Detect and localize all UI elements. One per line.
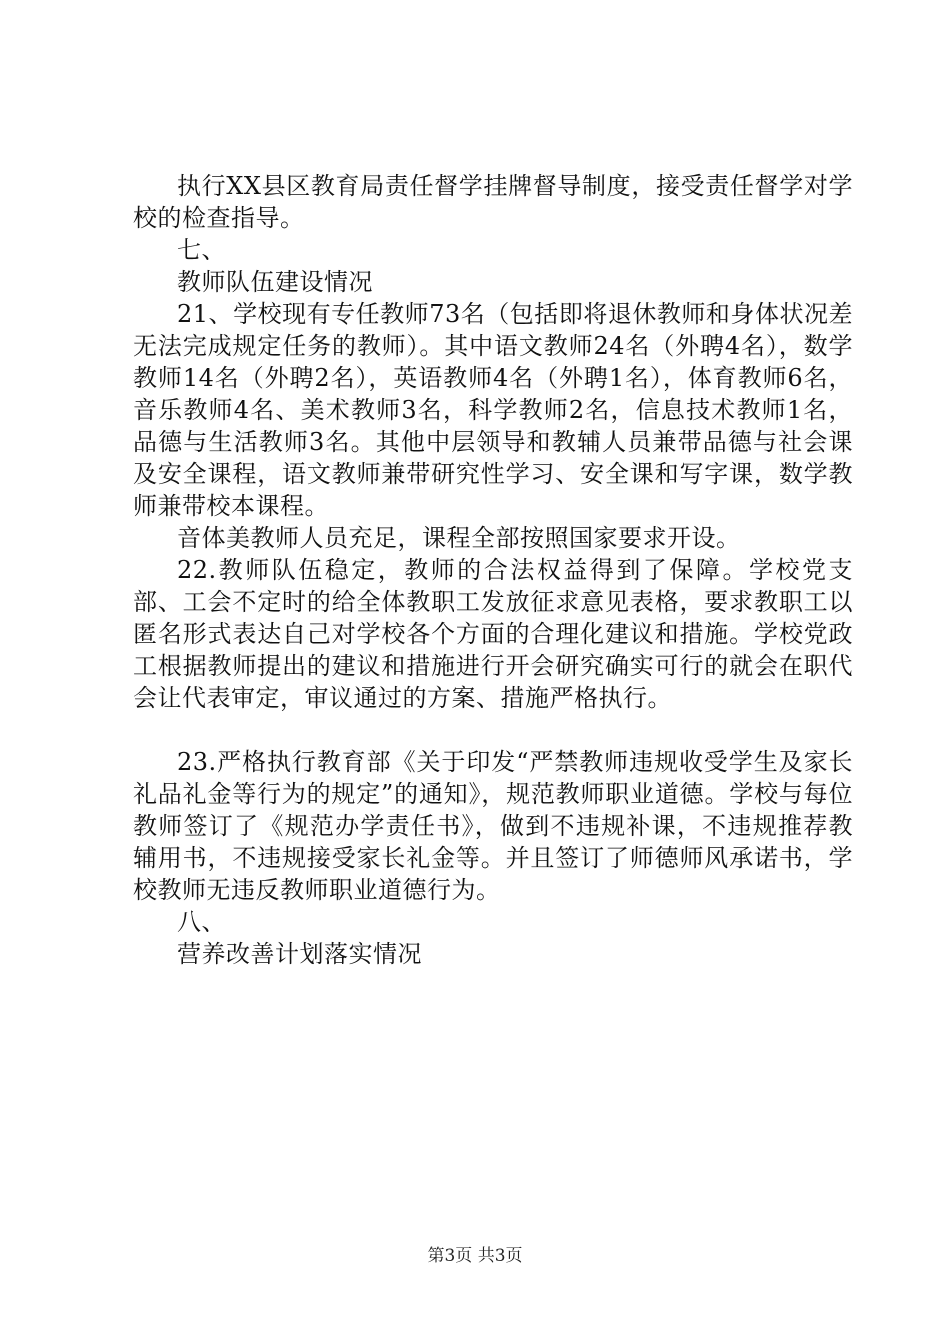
paragraph-music-art: 音体美教师人员充足，课程全部按照国家要求开设。 [177, 524, 741, 552]
document-body [133, 170, 853, 970]
section-number-seven: 七、 [177, 236, 226, 264]
paragraph-supervision: 执行XX县区教育局责任督学挂牌督导制度，接受责任督学对学校的检查指导。 [133, 172, 853, 232]
paragraph-item-23: 23.严格执行教育部《关于印发“严禁教师违规收受学生及家长礼品礼金等行为的规定”的通知》，规范教师职业道德。学校与每位教师签订了《规范办学责任书》，做到不违规补课，不违规推荐教辅用书，不违规接受家长礼金等。并且签订了师德师风承诺书，学校教师无违反教师职业道德行为。 [133, 748, 853, 904]
paragraph-item-21: 21、学校现有专任教师73名（包括即将退休教师和身体状况差无法完成规定任务的教师）。其中语文教师24名（外聘4名），数学教师14名（外聘2名），英语教师4名（外聘1名），体育教师6名，音乐教师4名、美术教师3名，科学教师2名，信息技术教师1名，品德与生活教师3名。其他中层领导和教辅人员兼带品德与社会课及安全课程，语文教师兼带研究性学习、安全课和写字课，数学教师兼带校本课程。 [133, 300, 853, 520]
section-number-eight: 八、 [177, 908, 226, 936]
section-heading-teacher-team: 教师队伍建设情况 [177, 268, 373, 296]
section-heading-nutrition: 营养改善计划落实情况 [177, 940, 422, 968]
paragraph-spacer [133, 714, 853, 746]
paragraph-item-22: 22.教师队伍稳定，教师的合法权益得到了保障。学校党支部、工会不定时的给全体教职工发放征求意见表格，要求教职工以匿名形式表达自己对学校各个方面的合理化建议和措施。学校党政工根据教师提出的建议和措施进行开会研究确实可行的就会在职代会让代表审定，审议通过的方案、措施严格执行。 [133, 556, 853, 712]
page-footer: 第3页 共3页 [427, 1246, 523, 1266]
